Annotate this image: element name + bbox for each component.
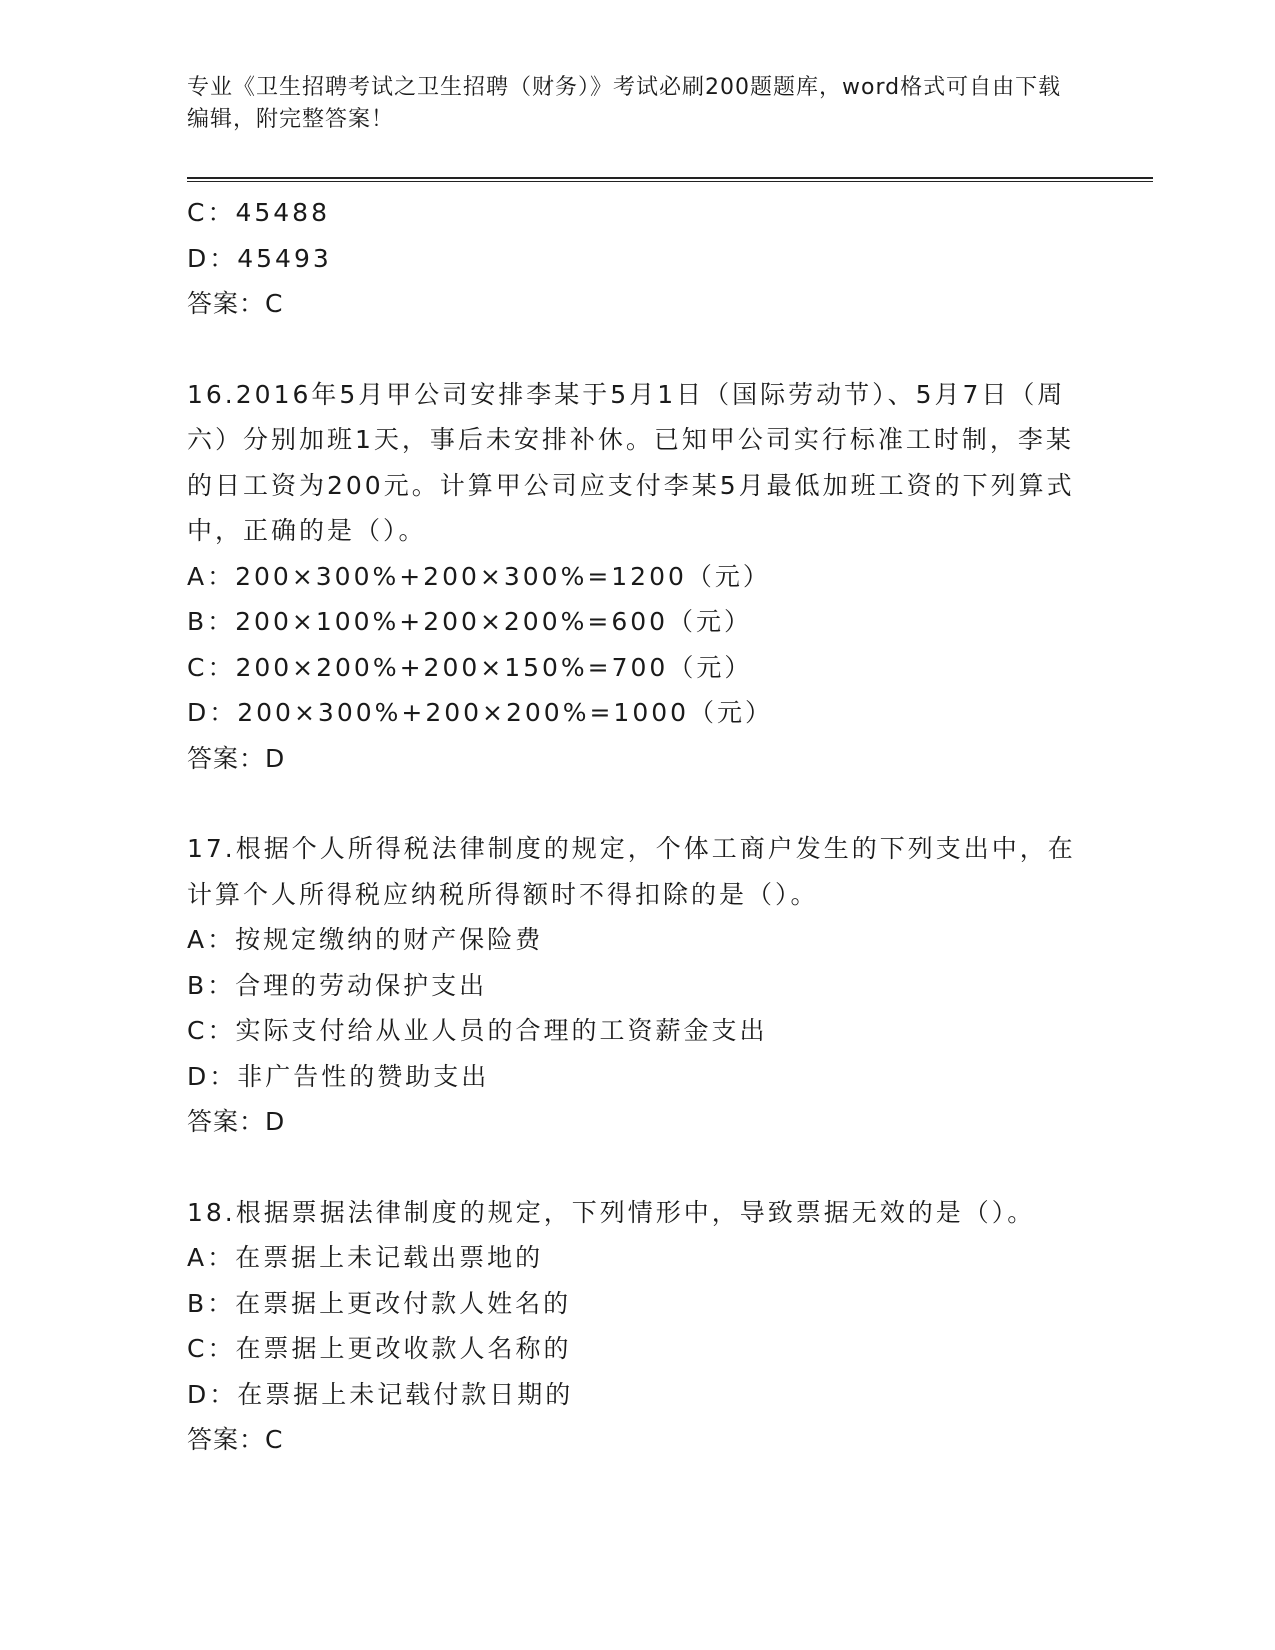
option-c: C：实际支付给从业人员的合理的工资薪金支出 xyxy=(187,1016,768,1045)
answer: 答案：D xyxy=(187,743,286,773)
header-divider-thin xyxy=(187,181,1153,182)
option-c: C：在票据上更改收款人名称的 xyxy=(187,1334,572,1363)
answer: 答案：C xyxy=(187,1425,284,1454)
option-c: C：45488 xyxy=(187,198,330,227)
option-b: B：在票据上更改付款人姓名的 xyxy=(187,1288,572,1318)
question-16 xyxy=(187,372,1087,782)
option-b: B：合理的劳动保护支出 xyxy=(187,970,488,1000)
option-a: A：200×300%+200×300%=1200（元） xyxy=(187,561,771,591)
document-header: 专业《卫生招聘考试之卫生招聘（财务）》考试必刷200题题库，word格式可自由下载编辑，附完整答案！ xyxy=(187,75,1062,132)
answer: 答案：C xyxy=(187,289,284,318)
question-15-tail xyxy=(187,190,1087,327)
question-text: 16.2016年5月甲公司安排李某于5月1日（国际劳动节）、5月7日（周六）分别加班1天，事后未安排补休。已知甲公司实行标准工时制，李某的日工资为200元。计算甲公司应支付李某5月最低加班工资的下列算式中，正确的是（）。 xyxy=(187,379,1075,545)
option-d: D：在票据上未记载付款日期的 xyxy=(187,1379,574,1409)
question-text: 18.根据票据法律制度的规定，下列情形中，导致票据无效的是（）。 xyxy=(187,1197,1036,1227)
option-b: B：200×100%+200×200%=600（元） xyxy=(187,607,753,636)
document-body xyxy=(187,190,1087,1463)
option-a: A：在票据上未记载出票地的 xyxy=(187,1243,544,1272)
option-d: D：45493 xyxy=(187,243,332,273)
option-a: A：按规定缴纳的财产保险费 xyxy=(187,925,544,954)
option-c: C：200×200%+200×150%=700（元） xyxy=(187,652,753,682)
option-d: D：200×300%+200×200%=1000（元） xyxy=(187,698,774,727)
question-18 xyxy=(187,1190,1087,1463)
question-17 xyxy=(187,826,1087,1145)
question-text: 17.根据个人所得税法律制度的规定，个体工商户发生的下列支出中，在计算个人所得税应纳税所得额时不得扣除的是（）。 xyxy=(187,834,1076,909)
answer: 答案：D xyxy=(187,1107,286,1136)
option-d: D：非广告性的赞助支出 xyxy=(187,1061,490,1091)
header-divider-thick xyxy=(187,177,1153,179)
